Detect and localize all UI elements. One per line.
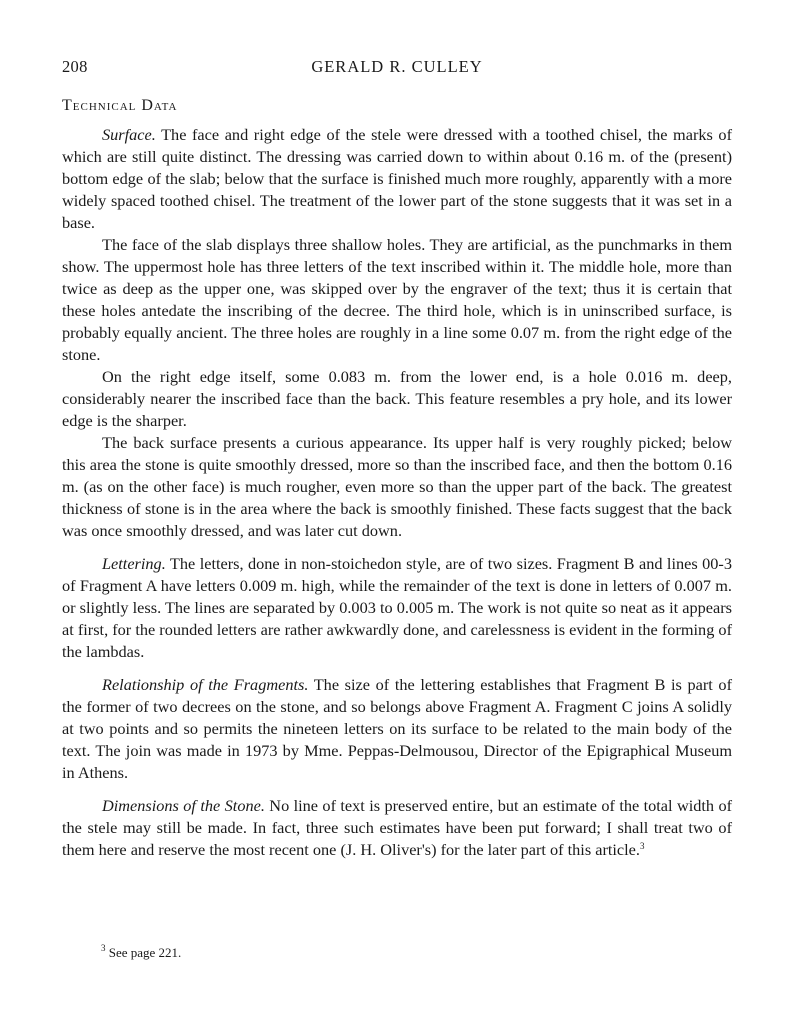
- paragraph-text: The back surface presents a curious appearance. Its upper half is very roughly picked; below this area the stone is quite smoothly dressed, more so than the inscribed face, and then the bottom 0.16 m. (as on the other face) is much rougher, even more so than the upper part of the back. The greatest thickness of stone is in the area where the back is smoothly finished. These facts suggest that the back was once smoothly dressed, and was later cut down.: [62, 433, 732, 540]
- paragraph-text: The face of the slab displays three shallow holes. They are artificial, as the punchmarks in them show. The uppermost hole has three letters of the text inscribed within it. The middle hole, more than twice as deep as the upper one, was skipped over by the engraver of the text; thus it is certain that these holes antedate the inscribing of the decree. The third hole, which is in uninscribed surface, is probably equally ancient. The three holes are roughly in a line some 0.07 m. from the right edge of the stone.: [62, 235, 732, 364]
- paragraph-lead: Surface.: [102, 125, 156, 144]
- paragraph-holes: [62, 234, 732, 366]
- paragraph-lead: Dimensions of the Stone.: [102, 796, 265, 815]
- paragraph-right-edge: [62, 366, 732, 432]
- body-text: [62, 124, 732, 861]
- footnote-text: See page 221.: [108, 945, 182, 960]
- paragraph-dimensions: [62, 795, 732, 861]
- footnote-reference[interactable]: 3: [639, 841, 645, 851]
- footnote: [101, 944, 181, 962]
- paragraph-text: The letters, done in non-stoichedon style, are of two sizes. Fragment B and lines 00-3 of Fragment A have letters 0.009 m. high, while the remainder of the text is done in letters of 0.007 m. or slightly less. The lines are separated by 0.003 to 0.005 m. The work is not quite so neat as it appears at first, for the rounded letters are rather awkwardly done, and carelessness is evident in the forming of the lambdas.: [62, 554, 732, 661]
- paragraph-lettering: [62, 553, 732, 663]
- footnote-mark: 3: [101, 943, 106, 953]
- paragraph-surface: [62, 124, 732, 234]
- page-header: [62, 56, 732, 78]
- paragraph-text: The face and right edge of the stele were dressed with a toothed chisel, the marks of which are still quite distinct. The dressing was carried down to within about 0.16 m. of the (present) bottom edge of the slab; below that the surface is finished much more roughly, apparently with a more widely spaced toothed chisel. The treatment of the lower part of the stone suggests that it was set in a base.: [62, 125, 732, 232]
- paragraph-text: The size of the lettering establishes that Fragment B is part of the former of two decrees on the stone, and so belongs above Fragment A. Fragment C joins A solidly at two points and so permits the nineteen letters on its surface to be related to the main body of the text. The join was made in 1973 by Mme. Peppas-Delmousou, Director of the Epigraphical Museum in Athens.: [62, 675, 732, 782]
- paragraph-text: No line of text is preserved entire, but an estimate of the total width of the stele may still be made. In fact, three such estimates have been put forward; I shall treat two of them here and reserve the most recent one (J. H. Oliver's) for the later part of this article.: [62, 796, 733, 859]
- page-number: 208: [62, 57, 88, 76]
- paragraph-back-surface: [62, 432, 732, 542]
- paragraph-relationship: [62, 674, 732, 784]
- paragraph-lead: Relationship of the Fragments.: [102, 675, 309, 694]
- section-heading: Technical Data: [62, 97, 178, 114]
- paragraph-lead: Lettering.: [102, 554, 166, 573]
- running-title: GERALD R. CULLEY: [311, 57, 483, 76]
- paragraph-text: On the right edge itself, some 0.083 m. from the lower end, is a hole 0.016 m. deep, considerably nearer the inscribed face than the back. This feature resembles a pry hole, and its lower edge is the sharper.: [62, 367, 732, 430]
